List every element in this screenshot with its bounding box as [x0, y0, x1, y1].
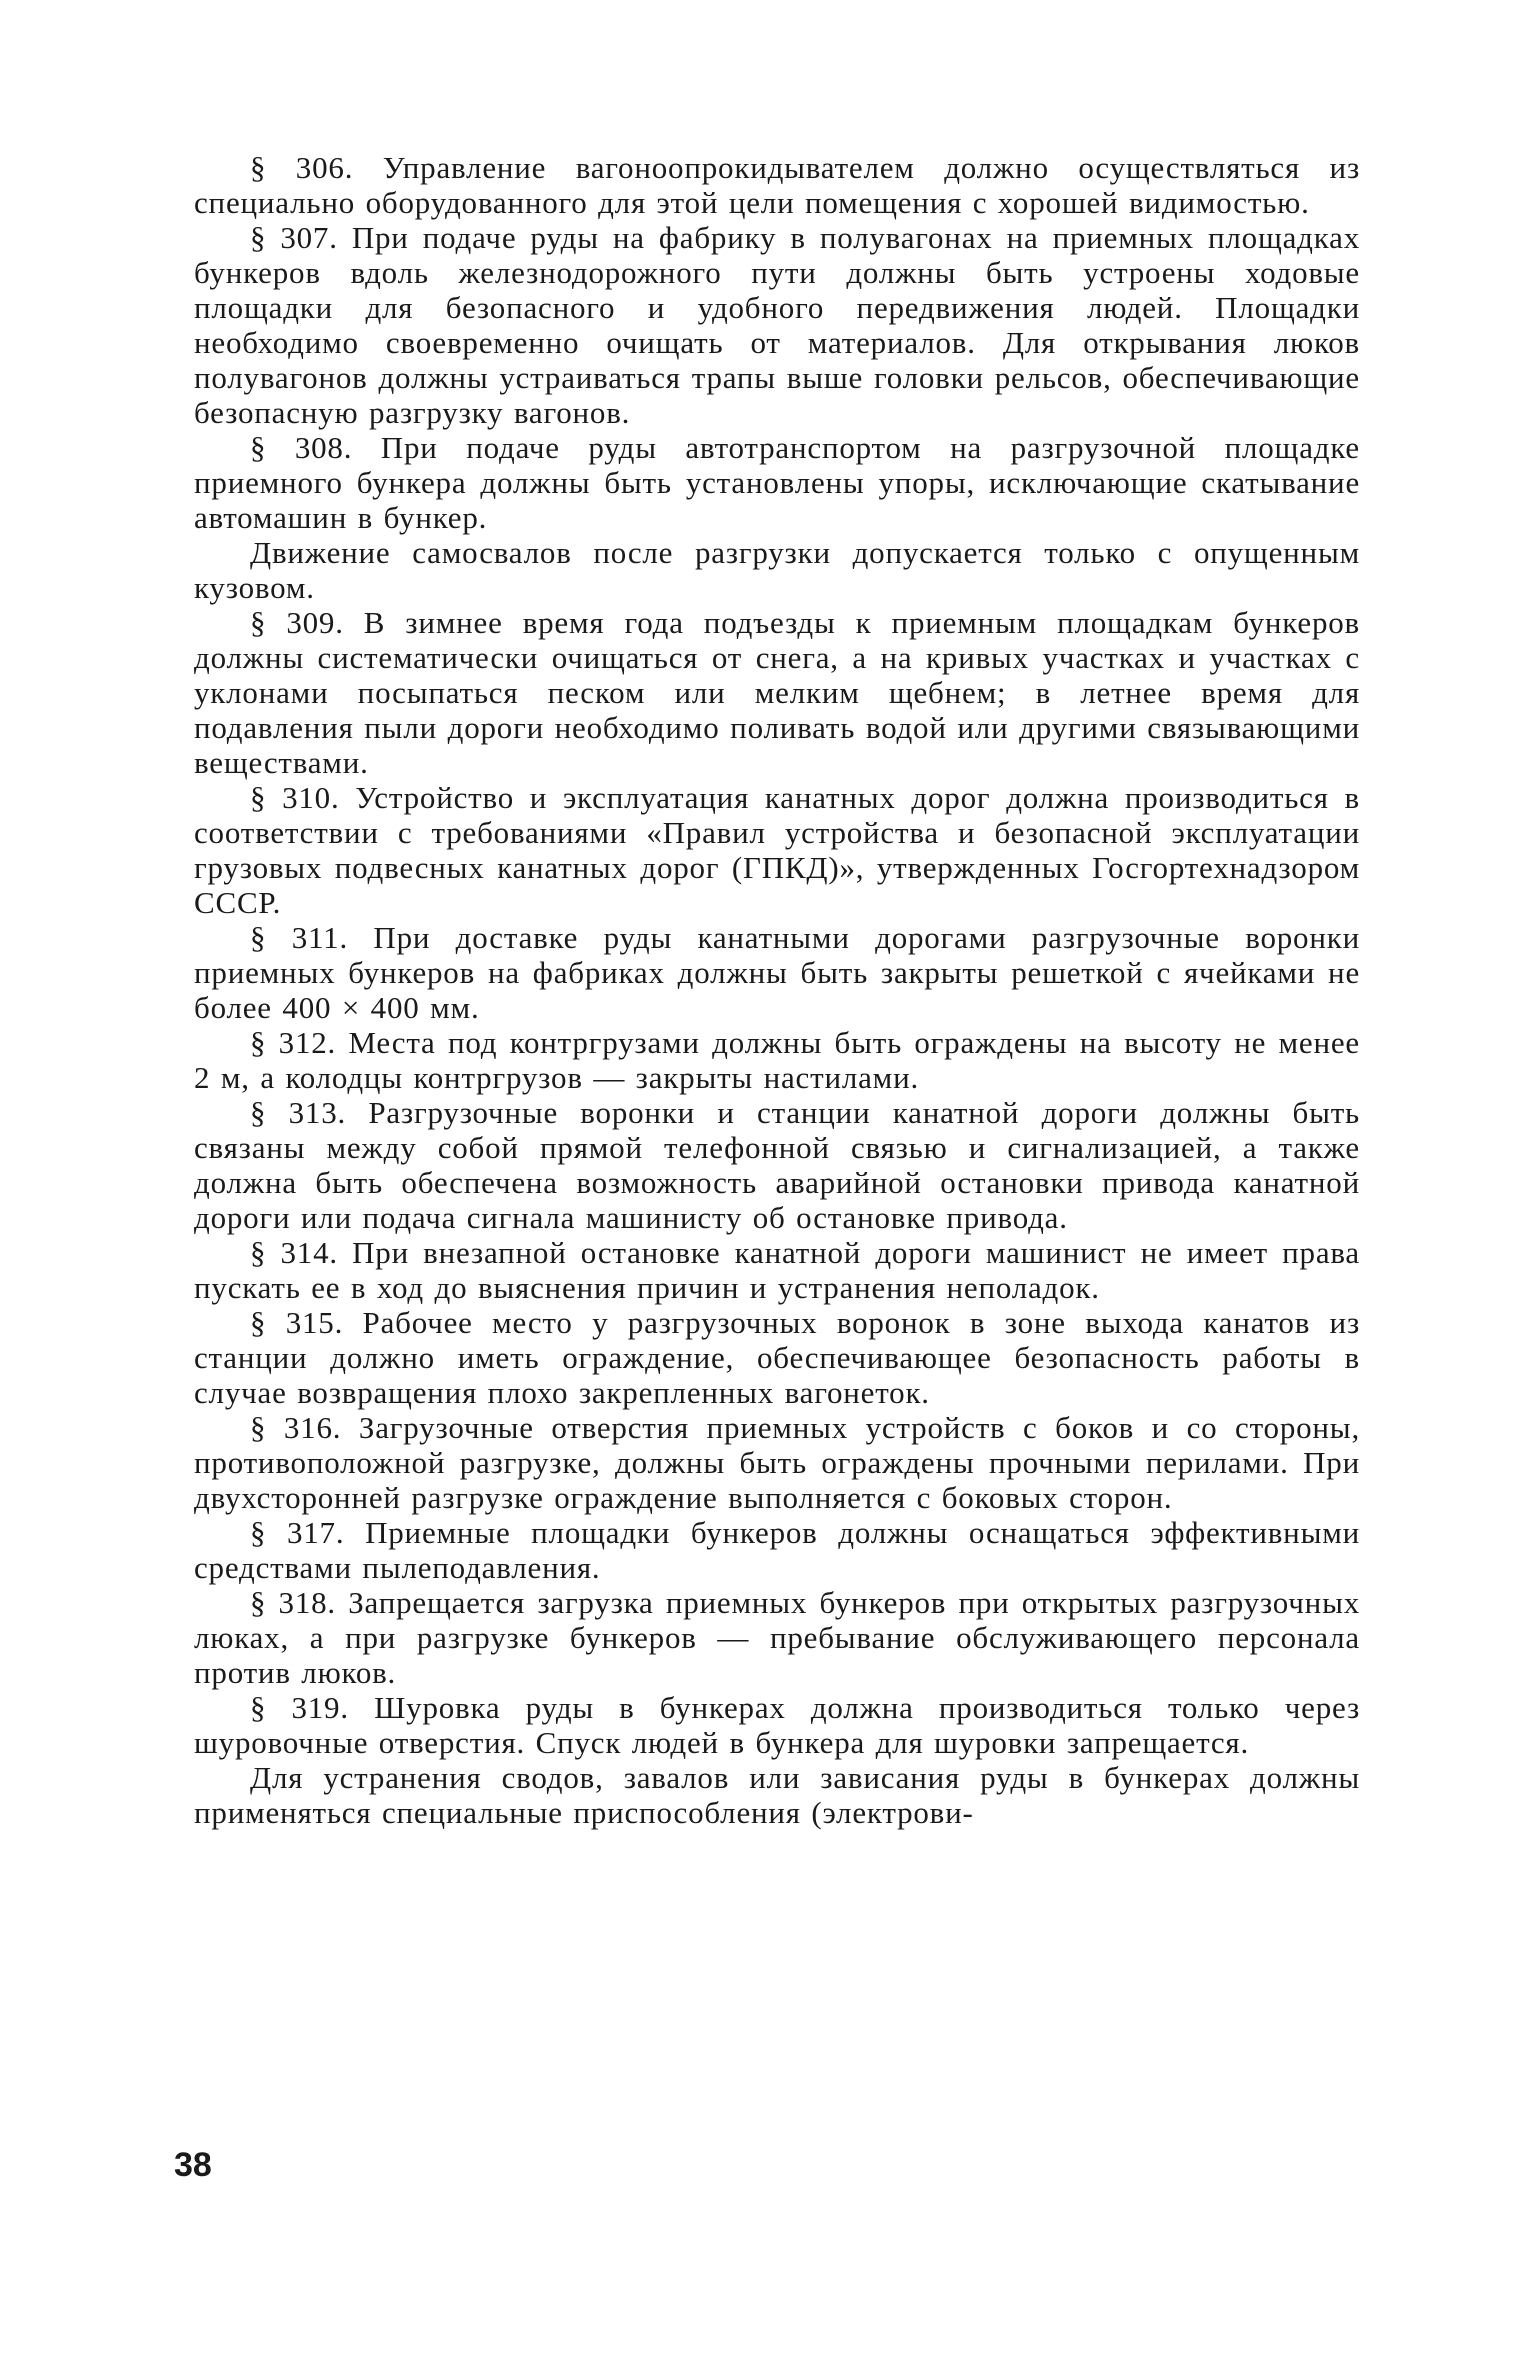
paragraph-308: § 308. При подаче руды автотранспортом на разгрузочной площадке приемного бункера должны быть установлены упоры, исключающие скатывание автомашин в бункер.: [194, 430, 1360, 535]
paragraph-317: § 317. Приемные площадки бункеров должны оснащаться эффективными средствами пылеподавления.: [194, 1515, 1360, 1585]
paragraph-319: § 319. Шуровка руды в бункерах должна производиться только через шуровочные отверстия. Спуск людей в бункера для шуровки запрещается.: [194, 1690, 1360, 1760]
document-body: [194, 150, 1360, 1830]
paragraph-313: § 313. Разгрузочные воронки и станции канатной дороги должны быть связаны между собой прямой телефонной связью и сигнализацией, а также должна быть обеспечена возможность аварийной остановки привода канатной дороги или подача сигнала машинисту об остановке привода.: [194, 1095, 1360, 1235]
page-number: 38: [174, 2146, 212, 2184]
paragraph-309: § 309. В зимнее время года подъезды к приемным площадкам бункеров должны систематически очищаться от снега, а на кривых участках и участках с уклонами посыпаться песком или мелким щебнем; в летнее время для подавления пыли дороги необходимо поливать водой или другими связывающими веществами.: [194, 605, 1360, 780]
paragraph-306: § 306. Управление вагоноопрокидывателем должно осуществляться из специально оборудованного для этой цели помещения с хорошей видимостью.: [194, 150, 1360, 220]
paragraph-310: § 310. Устройство и эксплуатация канатных дорог должна производиться в соответствии с требованиями «Правил устройства и безопасной эксплуатации грузовых подвесных канатных дорог (ГПКД)», утвержденных Госгортехнадзором СССР.: [194, 780, 1360, 920]
paragraph-316: § 316. Загрузочные отверстия приемных устройств с боков и со стороны, противоположной разгрузке, должны быть ограждены прочными перилами. При двухсторонней разгрузке ограждение выполняется с боковых сторон.: [194, 1410, 1360, 1515]
paragraph-307: § 307. При подаче руды на фабрику в полувагонах на приемных площадках бункеров вдоль железнодорожного пути должны быть устроены ходовые площадки для безопасного и удобного передвижения людей. Площадки необходимо своевременно очищать от материалов. Для открывания люков полувагонов должны устраиваться трапы выше головки рельсов, обеспечивающие безопасную разгрузку вагонов.: [194, 220, 1360, 430]
paragraph-315: § 315. Рабочее место у разгрузочных воронок в зоне выхода канатов из станции должно иметь ограждение, обеспечивающее безопасность работы в случае возвращения плохо закрепленных вагонеток.: [194, 1305, 1360, 1410]
paragraph-319-continued: Для устранения сводов, завалов или зависания руды в бункерах должны применяться специальные приспособления (электрови-: [194, 1760, 1360, 1830]
paragraph-311: § 311. При доставке руды канатными дорогами разгрузочные воронки приемных бункеров на фабриках должны быть закрыты решеткой с ячейками не более 400 × 400 мм.: [194, 920, 1360, 1025]
paragraph-318: § 318. Запрещается загрузка приемных бункеров при открытых разгрузочных люках, а при разгрузке бункеров — пребывание обслуживающего персонала против люков.: [194, 1585, 1360, 1690]
paragraph-312: § 312. Места под контргрузами должны быть ограждены на высоту не менее 2 м, а колодцы контргрузов — закрыты настилами.: [194, 1025, 1360, 1095]
paragraph-314: § 314. При внезапной остановке канатной дороги машинист не имеет права пускать ее в ход до выяснения причин и устранения неполадок.: [194, 1235, 1360, 1305]
paragraph-308-dump-trucks: Движение самосвалов после разгрузки допускается только с опущенным кузовом.: [194, 535, 1360, 605]
